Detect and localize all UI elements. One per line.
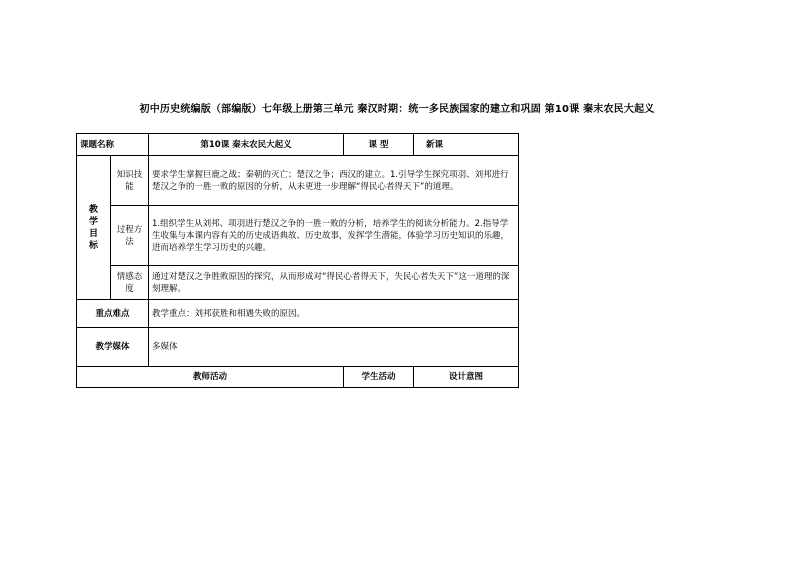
objectives-char: 教 [88, 204, 98, 215]
table-row-knowledge [77, 156, 519, 206]
table-row-process [77, 206, 519, 266]
document-title: 初中历史统编版（部编版）七年级上册第三单元 秦汉时期：统一多民族国家的建立和巩固 第10课 秦末农民大起义 [139, 104, 655, 115]
objectives-char: 学 [88, 216, 98, 227]
emotion-label: 情感态度 [111, 266, 149, 300]
table-row-focus [77, 300, 519, 328]
design-intent-header: 设计意图 [414, 367, 519, 388]
process-label: 过程方法 [111, 206, 149, 266]
type-label: 课 型 [344, 134, 414, 156]
topic-value: 第10课 秦末农民大起义 [149, 134, 344, 156]
media-label: 教学媒体 [77, 328, 149, 367]
student-activity-header: 学生活动 [344, 367, 414, 388]
teacher-activity-header: 教师活动 [77, 367, 344, 388]
lesson-plan-table [76, 133, 519, 388]
process-text: 1.组织学生从刘邦、项羽进行楚汉之争的一胜一败的分析，培养学生的阅读分析能力。2.指导学生收集与本课内容有关的历史成语典故、历史故事，发挥学生潜能，体验学习历史知识的乐趣，进而培养学生学习历史的兴趣。 [149, 206, 519, 266]
table-row-media [77, 328, 519, 367]
media-text: 多媒体 [149, 328, 519, 367]
knowledge-text: 要求学生掌握巨鹿之战；秦朝的灭亡；楚汉之争；西汉的建立。1.引导学生探究项羽、刘邦进行楚汉之争的一胜一败的原因的分析，从未更进一步理解“得民心者得天下”的道理。 [149, 156, 519, 206]
table-row-emotion [77, 266, 519, 300]
objectives-char: 标 [88, 240, 98, 251]
type-value: 新课 [414, 134, 519, 156]
emotion-text: 通过对楚汉之争胜败原因的探究，从而形成对“得民心者得天下，失民心者失天下”这一道理的深刻理解。 [149, 266, 519, 300]
knowledge-label: 知识技能 [111, 156, 149, 206]
objectives-label [77, 156, 111, 300]
focus-text: 教学重点：刘邦获胜和相遇失败的原因。 [149, 300, 519, 328]
table-row-topic [77, 134, 519, 156]
table-row-headers [77, 367, 519, 388]
focus-label: 重点难点 [77, 300, 149, 328]
topic-label: 课题名称 [77, 134, 149, 156]
objectives-char: 目 [88, 228, 98, 239]
